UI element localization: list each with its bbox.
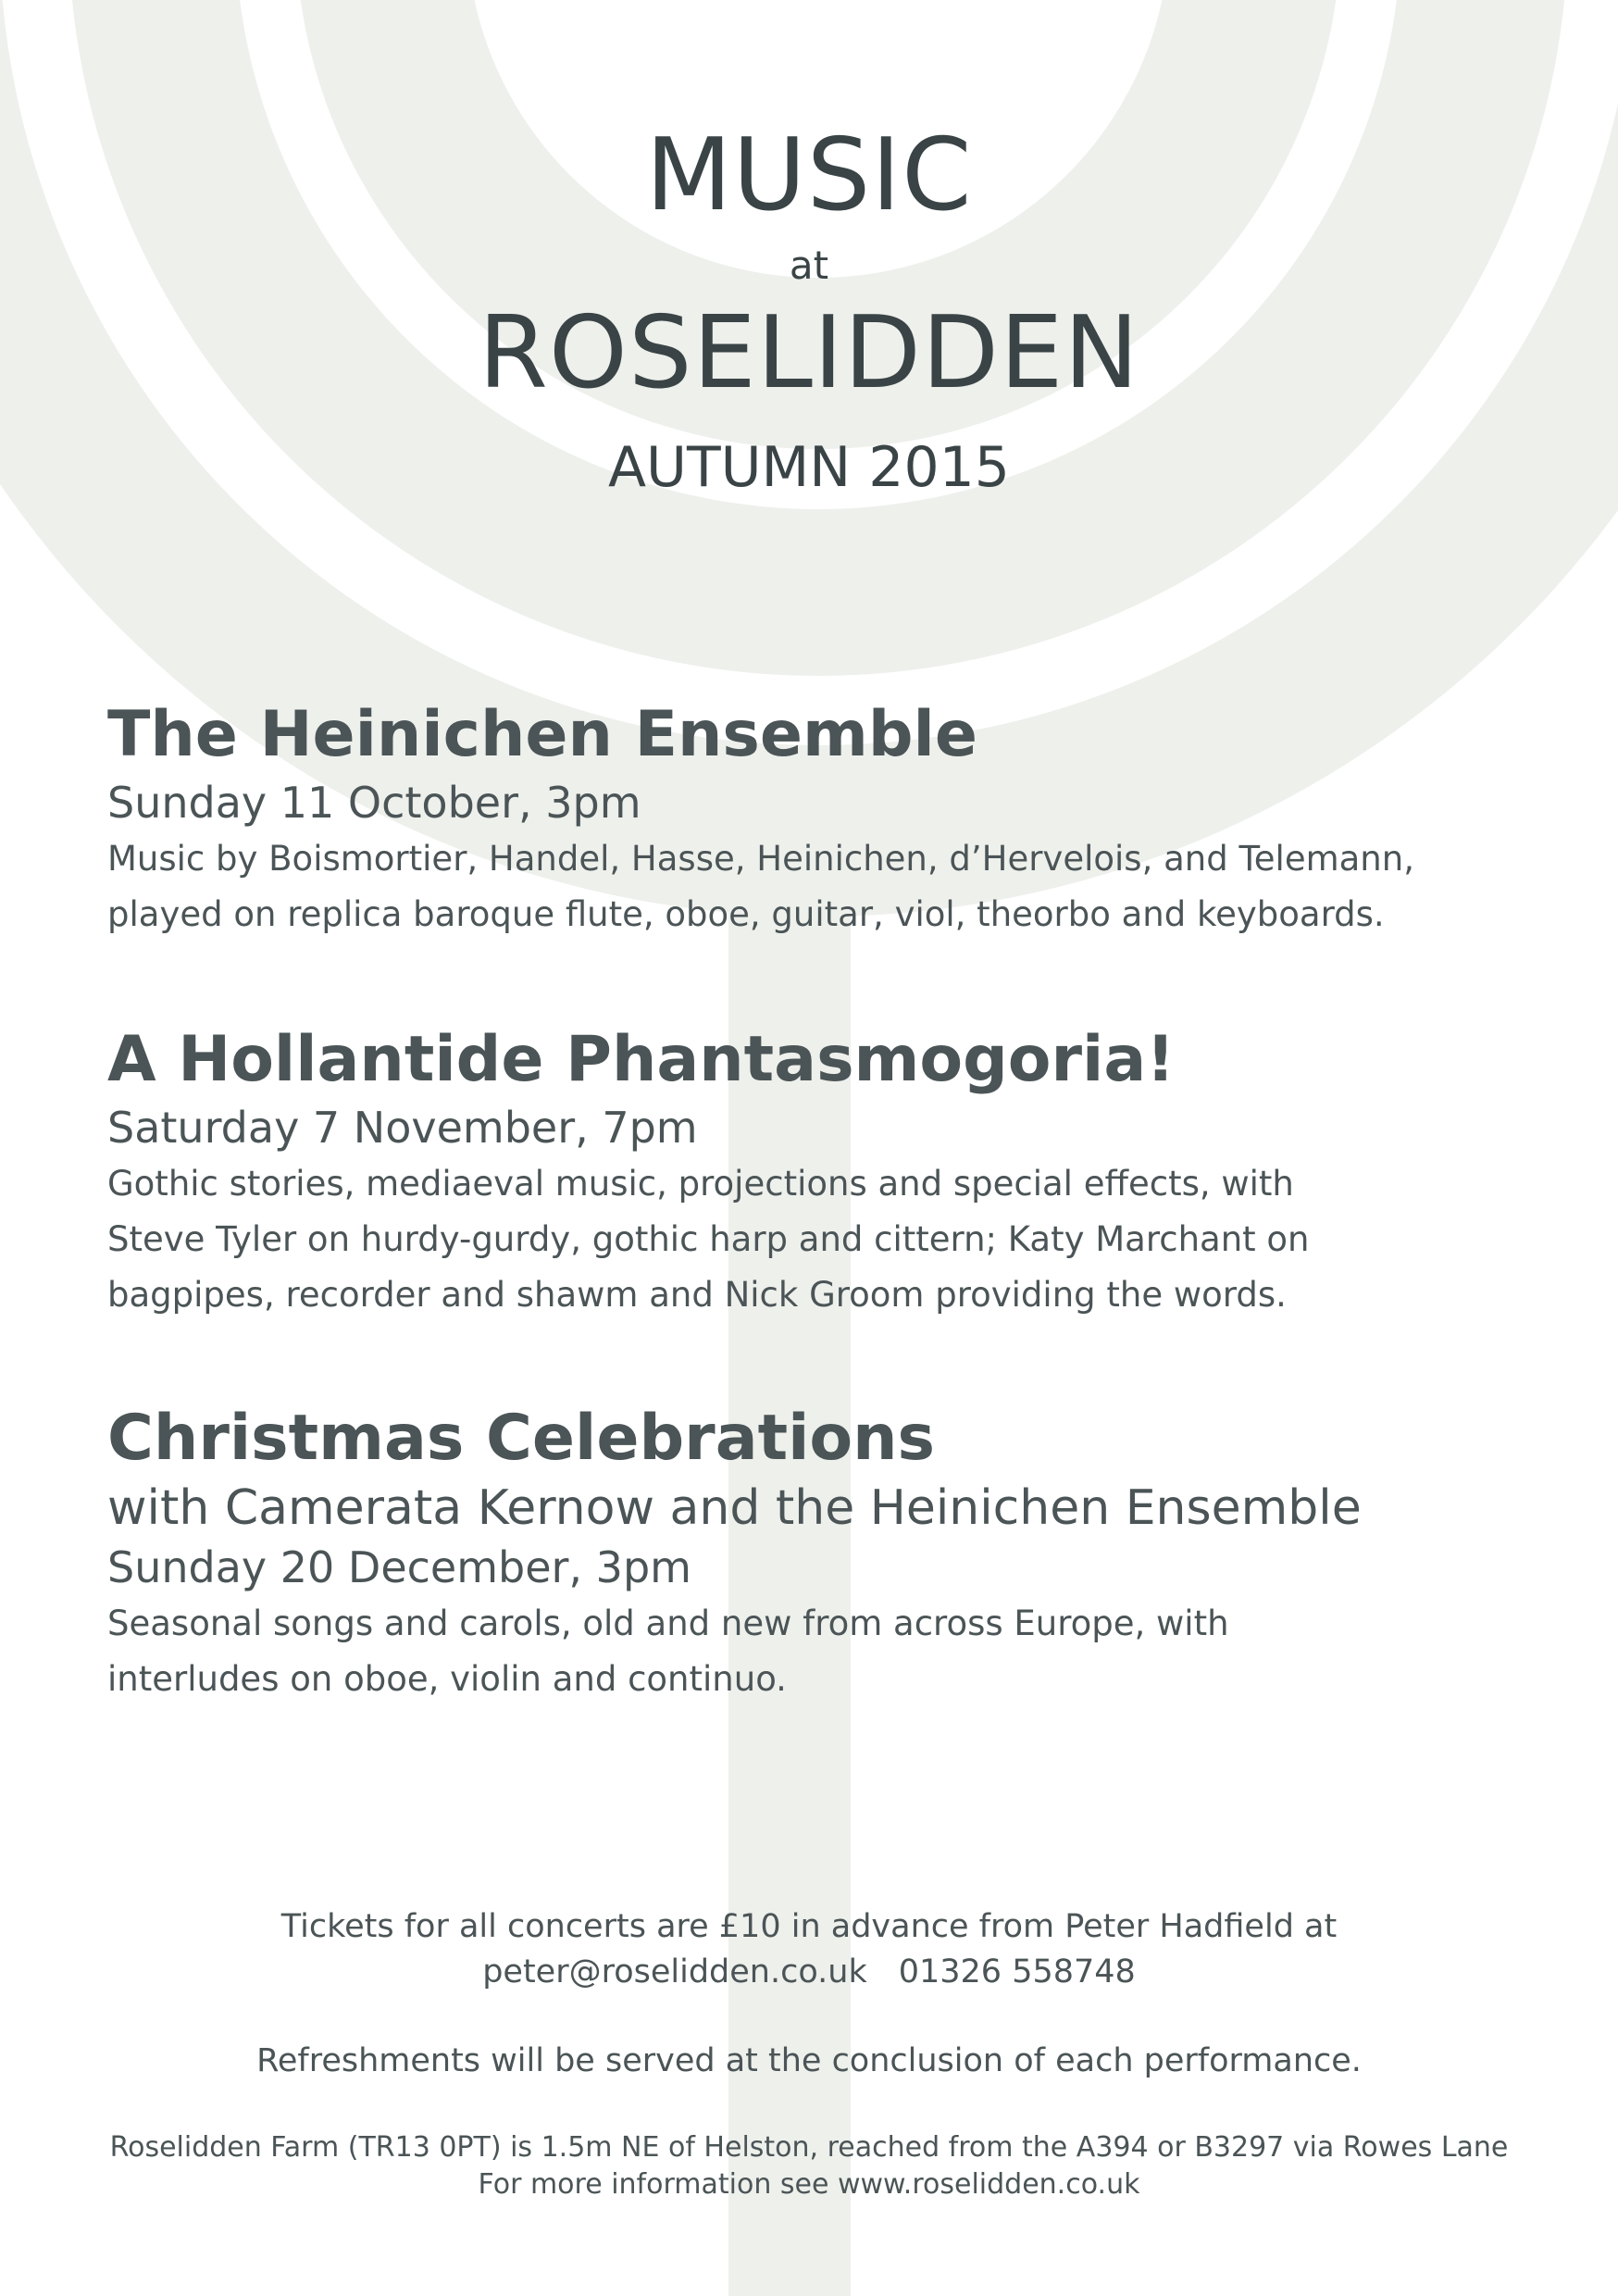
description-line: interludes on oboe, violin and continuo. bbox=[107, 1659, 787, 1699]
description-line: Music by Boismortier, Handel, Hasse, Heinichen, d’Hervelois, and Telemann, bbox=[107, 839, 1414, 879]
location-directions: Roselidden Farm (TR13 0PT) is 1.5m NE of Helston, reached from the A394 or B3297 via Rowes Lane bbox=[109, 2131, 1509, 2164]
description-line: Steve Tyler on hurdy-gurdy, gothic harp and cittern; Katy Marchant on bbox=[107, 1219, 1310, 1259]
email-link[interactable]: peter@roselidden.co.uk bbox=[482, 1953, 867, 1990]
season-label: AUTUMN 2015 bbox=[608, 435, 1010, 500]
event-date: Sunday 20 December, 3pm bbox=[107, 1542, 691, 1592]
event-heinichen-ensemble bbox=[107, 696, 1551, 942]
description-line: bagpipes, recorder and shawm and Nick Groom providing the words. bbox=[107, 1275, 1287, 1315]
title-at: at bbox=[789, 243, 829, 288]
event-subtitle: with Camerata Kernow and the Heinichen Ensemble bbox=[107, 1480, 1362, 1536]
event-hollantide-phantasmogoria bbox=[107, 1021, 1551, 1323]
tickets-info: Tickets for all concerts are £10 in advance from Peter Hadfield at bbox=[280, 1908, 1338, 1945]
event-date: Sunday 11 October, 3pm bbox=[107, 778, 641, 828]
event-title: A Hollantide Phantasmogoria! bbox=[107, 1023, 1176, 1096]
description-line: Gothic stories, mediaeval music, projections and special effects, with bbox=[107, 1164, 1294, 1204]
description-line: played on replica baroque flute, oboe, guitar, viol, theorbo and keyboards. bbox=[107, 894, 1385, 934]
description-line: Seasonal songs and carols, old and new from across Europe, with bbox=[107, 1603, 1229, 1643]
more-info-line: For more information see www.roselidden.co.uk bbox=[478, 2168, 1140, 2201]
phone-number: 01326 558748 bbox=[898, 1953, 1136, 1990]
event-title: Christmas Celebrations bbox=[107, 1402, 935, 1475]
event-description bbox=[107, 1156, 1551, 1323]
event-title: The Heinichen Ensemble bbox=[107, 698, 977, 771]
event-date: Saturday 7 November, 7pm bbox=[107, 1103, 698, 1153]
contact-line bbox=[0, 1950, 1618, 1994]
event-description bbox=[107, 1596, 1551, 1707]
event-description bbox=[107, 831, 1551, 942]
event-christmas-celebrations bbox=[107, 1400, 1551, 1707]
title-roselidden: ROSELIDDEN bbox=[478, 295, 1140, 411]
title-music: MUSIC bbox=[645, 118, 973, 233]
refreshments-note: Refreshments will be served at the conclusion of each performance. bbox=[256, 2042, 1362, 2079]
